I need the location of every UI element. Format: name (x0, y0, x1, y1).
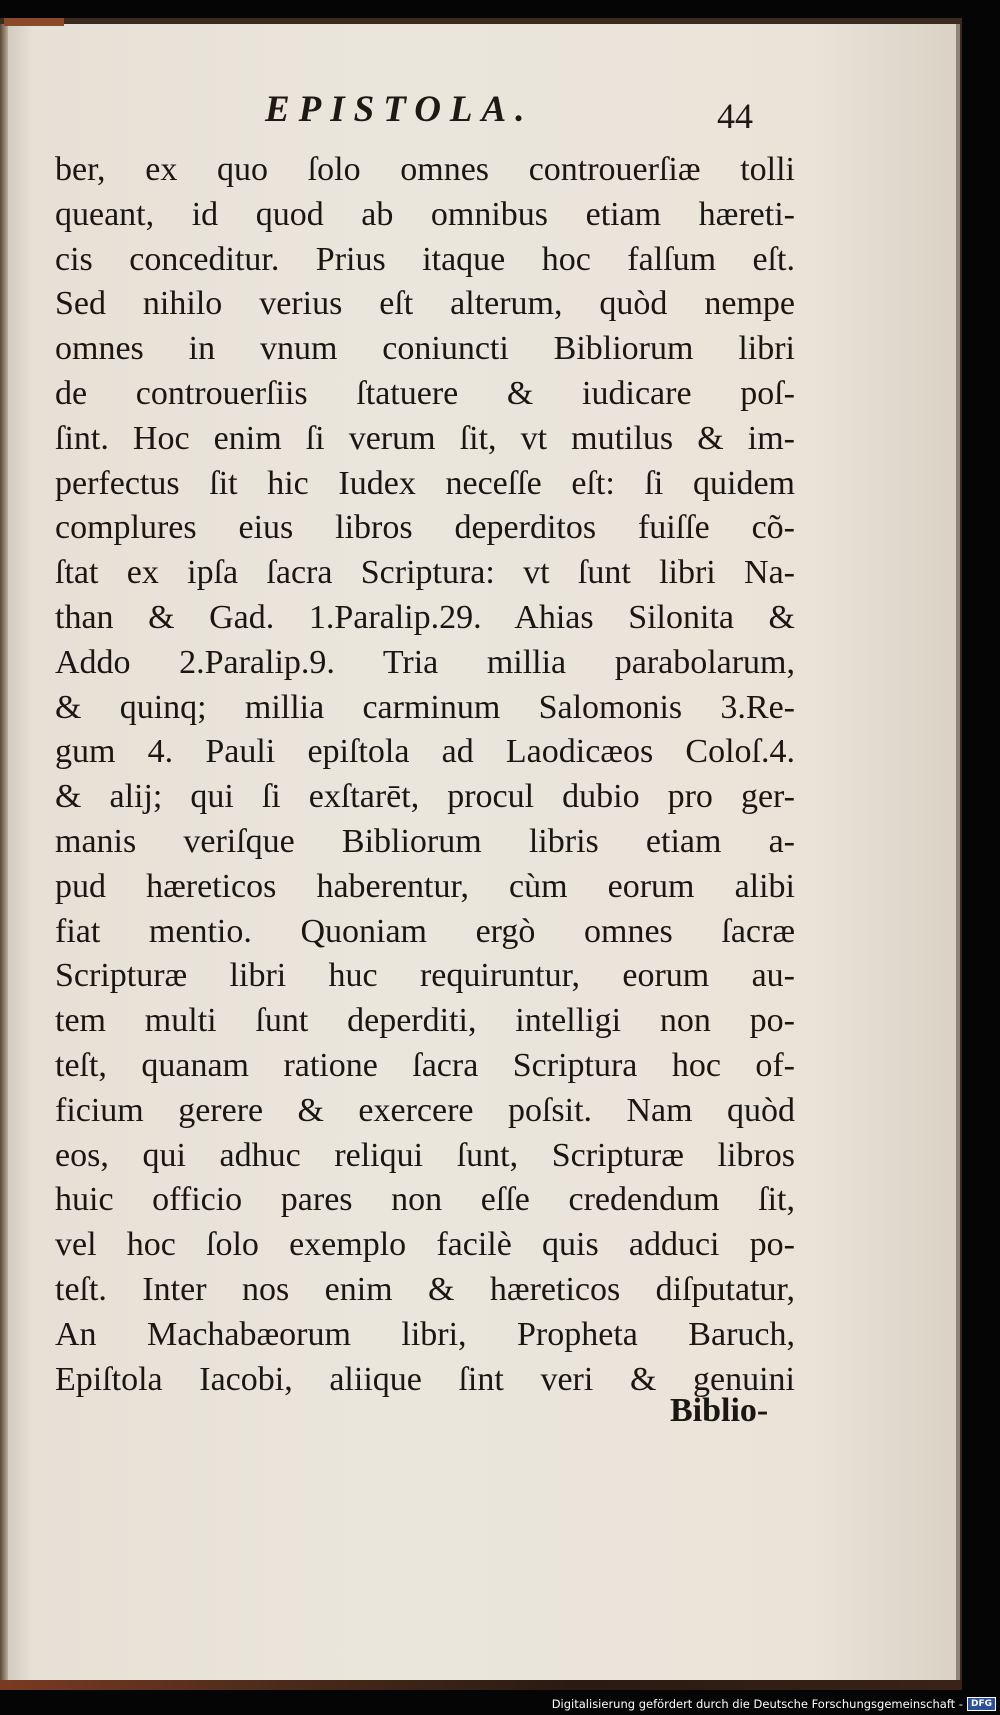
binding-stain (4, 18, 64, 26)
text-line: Scripturæ libri huc requiruntur, eorum au- (55, 957, 795, 995)
text-line: pud hæreticos haberentur, cùm eorum alibi (55, 867, 795, 905)
dfg-logo-icon: DFG (967, 1697, 996, 1711)
text-line: than & Gad. 1.Paralip.29. Ahias Silonita & (55, 598, 795, 636)
text-line: teſt. Inter nos enim & hæreticos diſputatur, (55, 1270, 795, 1308)
text-line: ficium gerere & exercere poſsit. Nam quòd (55, 1091, 795, 1129)
catchword: Biblio- (670, 1392, 769, 1429)
text-line: manis veriſque Bibliorum libris etiam a- (55, 822, 795, 860)
body-text (55, 148, 795, 1402)
text-line: fiat mentio. Quoniam ergò omnes ſacræ (55, 912, 795, 950)
text-line: cis conceditur. Prius itaque hoc falſum eſt. (55, 240, 795, 278)
text-line: vel hoc ſolo exemplo facilè quis adduci po- (55, 1226, 795, 1264)
text-line: ſint. Hoc enim ſi verum ſit, vt mutilus & im- (55, 419, 795, 457)
text-line: de controuerſiis ſtatuere & iudicare poſ- (55, 374, 795, 412)
text-line: Addo 2.Paralip.9. Tria millia parabolarum, (55, 643, 795, 681)
text-line: An Machabæorum libri, Propheta Baruch, (55, 1315, 795, 1353)
text-line: & alij; qui ſi exſtarēt, procul dubio pro ger- (55, 778, 795, 816)
text-line: tem multi ſunt deperditi, intelligi non po- (55, 1002, 795, 1040)
text-line: queant, id quod ab omnibus etiam hæreti- (55, 195, 795, 233)
text-line: ſtat ex ipſa ſacra Scriptura: vt ſunt libri Na- (55, 554, 795, 592)
page-number: 44 (717, 96, 753, 136)
text-line: Epiſtola Iacobi, aliique ſint veri & genuini (55, 1360, 795, 1398)
text-line: & quinq; millia carminum Salomonis 3.Re- (55, 688, 795, 726)
text-line: huic officio pares non eſſe credendum ſit, (55, 1181, 795, 1219)
text-line: complures eius libros deperditos fuiſſe cõ- (55, 509, 795, 547)
digitization-footer (552, 1697, 996, 1711)
text-line: perfectus ſit hic Iudex neceſſe eſt: ſi quidem (55, 464, 795, 502)
running-head: EPISTOLA. (265, 89, 534, 130)
page-gutter-shadow (0, 24, 8, 1682)
footer-credit: Digitalisierung gefördert durch die Deutsche Forschungsgemeinschaft - (551, 1697, 963, 1711)
text-line: teſt, quanam ratione ſacra Scriptura hoc of- (55, 1046, 795, 1084)
book-bottom-edge (0, 1680, 962, 1690)
text-line: gum 4. Pauli epiſtola ad Laodicæos Coloſ.4. (55, 733, 795, 771)
text-line: Sed nihilo verius eſt alterum, quòd nempe (55, 285, 795, 323)
text-line: omnes in vnum coniuncti Bibliorum libri (55, 330, 795, 368)
text-line: ber, ex quo ſolo omnes controuerſiæ tolli (55, 151, 795, 188)
text-line: eos, qui adhuc reliqui ſunt, Scripturæ libros (55, 1136, 795, 1174)
